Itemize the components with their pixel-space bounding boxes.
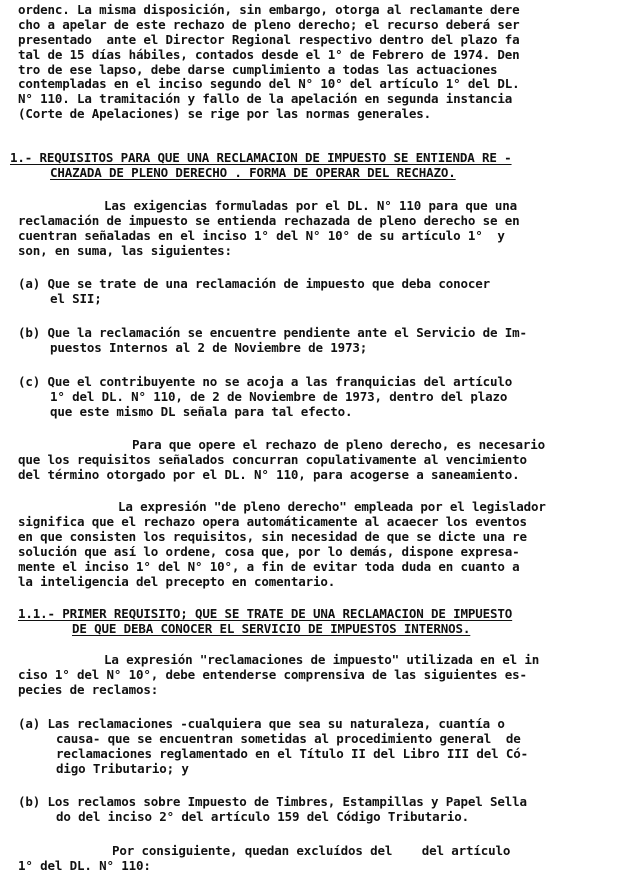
text-line: pecies de reclamos:	[18, 682, 159, 697]
text-line: del término otorgado por el DL. N° 110, para acogerse a saneamiento.	[18, 467, 520, 482]
text-line: ordenc. La misma disposición, sin embargo, otorga al reclamante dere	[18, 2, 520, 17]
text-line: 1° del DL. N° 110:	[18, 858, 151, 873]
list-item: do del inciso 2° del artículo 159 del Código Tributario.	[56, 809, 470, 824]
list-item: el SII;	[50, 291, 102, 306]
text-line: N° 110. La tramitación y fallo de la apelación en segunda instancia	[18, 91, 513, 106]
section-heading: DE QUE DEBA CONOCER EL SERVICIO DE IMPUESTOS INTERNOS.	[72, 621, 471, 636]
list-item: 1° del DL. N° 110, de 2 de Noviembre de 1973, dentro del plazo	[50, 389, 508, 404]
text-line: ciso 1° del N° 10°, debe entenderse comprensiva de las siguientes es-	[18, 667, 527, 682]
list-item: (a) Las reclamaciones -cualquiera que sea su naturaleza, cuantía o	[18, 716, 505, 731]
list-item: reclamaciones reglamentado en el Título II del Libro III del Có-	[56, 746, 529, 761]
text-line: tro de ese lapso, debe darse cumplimiento a todas las actuaciones	[18, 62, 498, 77]
text-line: en que consisten los requisitos, sin necesidad de que se dicte una re	[18, 529, 527, 544]
text-line: (Corte de Apelaciones) se rige por las normas generales.	[18, 106, 432, 121]
list-item: (a) Que se trate de una reclamación de impuesto que deba conocer	[18, 276, 491, 291]
list-item: digo Tributario; y	[56, 761, 189, 776]
text-line: que los requisitos señalados concurran copulativamente al vencimiento	[18, 452, 527, 467]
section-heading: 1.- REQUISITOS PARA QUE UNA RECLAMACION DE IMPUESTO SE ENTIENDA RE -	[10, 150, 512, 165]
list-item: puestos Internos al 2 de Noviembre de 1973;	[50, 340, 368, 355]
list-item: (b) Los reclamos sobre Impuesto de Timbres, Estampillas y Papel Sella	[18, 794, 527, 809]
list-item: causa- que se encuentran sometidas al procedimiento general de	[56, 731, 521, 746]
text-line: cho a apelar de este rechazo de pleno derecho; el recurso deberá ser	[18, 17, 520, 32]
text-line: solución que así lo ordene, cosa que, por lo demás, dispone expresa-	[18, 544, 520, 559]
section-heading: 1.1.- PRIMER REQUISITO; QUE SE TRATE DE UNA RECLAMACION DE IMPUESTO	[18, 606, 513, 621]
text-line: cuentran señaladas en el inciso 1° del N° 10° de su artículo 1° y	[18, 228, 505, 243]
section-heading: CHAZADA DE PLENO DERECHO . FORMA DE OPERAR DEL RECHAZO.	[50, 165, 456, 180]
text-line: la inteligencia del precepto en comentario.	[18, 574, 336, 589]
text-line: Por consiguiente, quedan excluídos del del artículo	[112, 843, 511, 858]
list-item: que este mismo DL señala para tal efecto.	[50, 404, 353, 419]
list-item: (b) Que la reclamación se encuentre pendiente ante el Servicio de Im-	[18, 325, 527, 340]
text-line: significa que el rechazo opera automáticamente al acaecer los eventos	[18, 514, 527, 529]
text-line: La expresión "reclamaciones de impuesto" utilizada en el in	[104, 652, 540, 667]
text-line: reclamación de impuesto se entienda rechazada de pleno derecho se en	[18, 213, 520, 228]
text-line: tal de 15 días hábiles, contados desde el 1° de Febrero de 1974. Den	[18, 47, 520, 62]
text-line: contempladas en el inciso segundo del N° 10° del artículo 1° del DL.	[18, 76, 520, 91]
list-item: (c) Que el contribuyente no se acoja a las franquicias del artículo	[18, 374, 513, 389]
text-line: La expresión "de pleno derecho" empleada por el legislador	[118, 499, 546, 514]
text-line: mente el inciso 1° del N° 10°, a fin de evitar toda duda en cuanto a	[18, 559, 520, 574]
text-line: son, en suma, las siguientes:	[18, 243, 232, 258]
text-line: presentado ante el Director Regional respectivo dentro del plazo fa	[18, 32, 520, 47]
text-line: Para que opere el rechazo de pleno derecho, es necesario	[132, 437, 546, 452]
text-line: Las exigencias formuladas por el DL. N° 110 para que una	[104, 198, 518, 213]
